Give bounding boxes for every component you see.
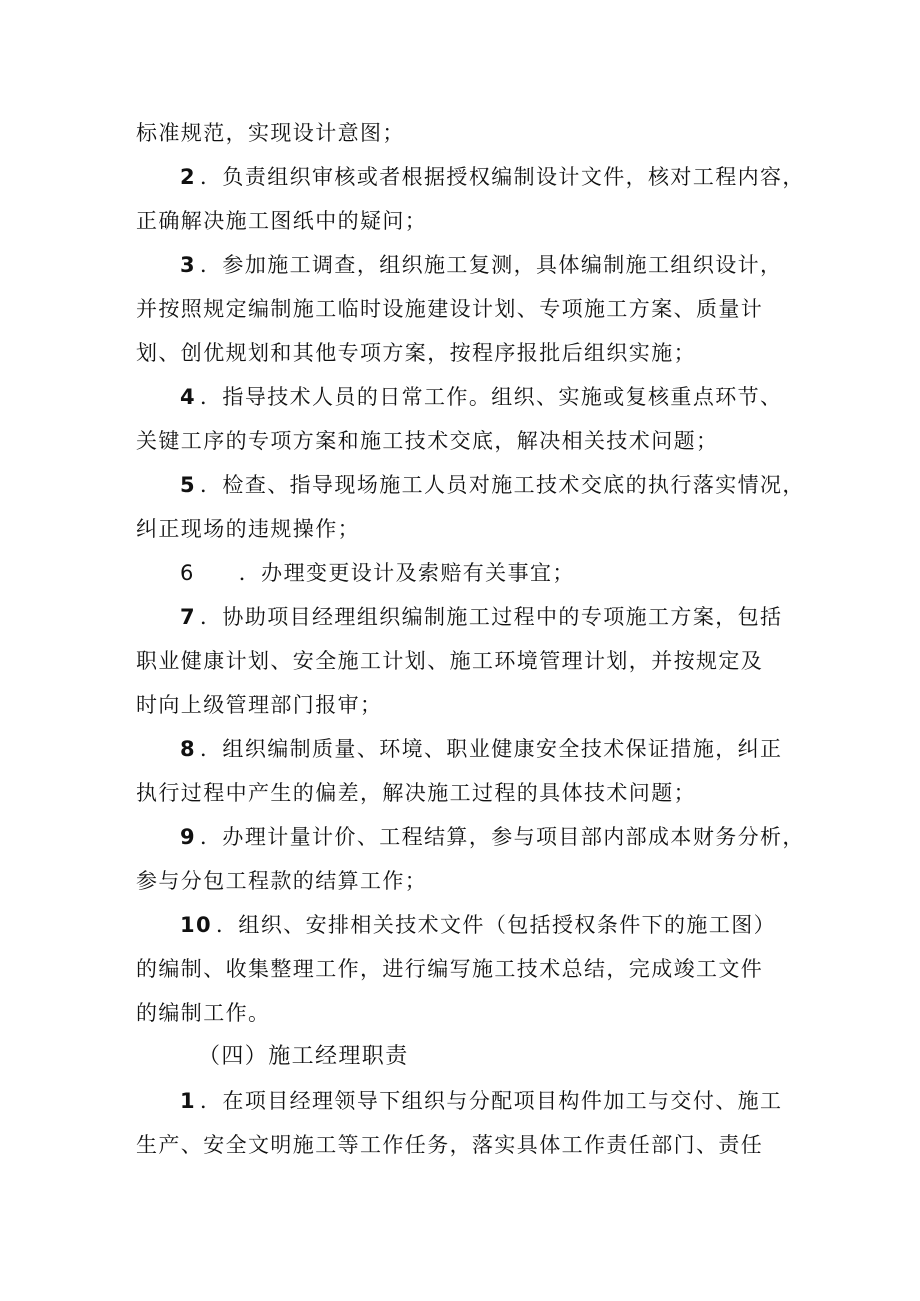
text-line xyxy=(136,514,796,544)
line-text: 执行过程中产生的偏差，解决施工过程的具体技术问题； xyxy=(136,781,696,805)
list-item-7 xyxy=(180,602,840,632)
line-text: ．在项目经理领导下组织与分配项目构件加工与交付、施工 xyxy=(200,1089,783,1113)
line-text: ．负责组织审核或者根据授权编制设计文件，核对工程内容， xyxy=(200,165,805,189)
list-item-3 xyxy=(180,250,840,280)
line-text: 并按照规定编制施工临时设施建设计划、专项施工方案、质量计 xyxy=(136,297,764,321)
line-text: ．组织编制质量、环境、职业健康安全技术保证措施，纠正 xyxy=(200,737,783,761)
list-item-5 xyxy=(180,470,840,500)
line-text: 正确解决施工图纸中的疑问； xyxy=(136,209,428,233)
text-line xyxy=(136,118,796,148)
line-text: 参与分包工程款的结算工作； xyxy=(136,869,428,893)
item-number: 8 xyxy=(180,737,197,761)
text-line xyxy=(136,998,796,1028)
line-text: 关键工序的专项方案和施工技术交底，解决相关技术问题； xyxy=(136,429,719,453)
item-number: 3 xyxy=(180,253,197,277)
line-text: 标准规范，实现设计意图； xyxy=(136,121,405,145)
text-line xyxy=(136,690,796,720)
line-text: ．指导技术人员的日常工作。组织、实施或复核重点环节、 xyxy=(200,385,783,409)
line-text: ．检查、指导现场施工人员对施工技术交底的执行落实情况， xyxy=(200,473,805,497)
text-line xyxy=(136,338,796,368)
text-line xyxy=(136,954,796,984)
list-item-6 xyxy=(180,558,840,588)
item-number: 6 xyxy=(180,561,195,585)
line-text: 纠正现场的违规操作； xyxy=(136,517,360,541)
text-line xyxy=(136,206,796,236)
text-line xyxy=(136,866,796,896)
section-heading: （四）施工经理职责 xyxy=(198,1044,409,1069)
line-text: ．办理计量计价、工程结算，参与项目部内部成本财务分析， xyxy=(200,825,805,849)
text-line xyxy=(136,1130,796,1160)
list-item-2 xyxy=(180,162,840,192)
line-text: 生产、安全文明施工等工作任务，落实具体工作责任部门、责任 xyxy=(136,1133,764,1157)
line-text: 的编制、收集整理工作，进行编写施工技术总结，完成竣工文件 xyxy=(136,957,764,981)
item-number: 1 xyxy=(180,1089,197,1113)
line-text: ．参加施工调查，组织施工复测，具体编制施工组织设计， xyxy=(200,253,783,277)
line-text: 的编制工作。 xyxy=(136,1001,271,1025)
text-line xyxy=(136,294,796,324)
text-line xyxy=(136,426,796,456)
item-number: 10 xyxy=(180,913,213,937)
list-item-10 xyxy=(180,910,840,940)
text-line xyxy=(136,646,796,676)
line-text: ．组织、安排相关技术文件（包括授权条件下的施工图） xyxy=(216,913,777,937)
item-number: 7 xyxy=(180,605,197,629)
line-text: 职业健康计划、安全施工计划、施工环境管理计划，并按规定及 xyxy=(136,649,764,673)
line-text: ．协助项目经理组织编制施工过程中的专项施工方案，包括 xyxy=(200,605,783,629)
item-number: 2 xyxy=(180,165,197,189)
list-item-1 xyxy=(180,1086,840,1116)
item-number: 9 xyxy=(180,825,197,849)
list-item-4 xyxy=(180,382,840,412)
line-text: 划、创优规划和其他专项方案，按程序报批后组织实施； xyxy=(136,341,696,365)
line-text: 时向上级管理部门报审； xyxy=(136,693,383,717)
line-text: ．办理变更设计及索赔有关事宜； xyxy=(238,561,575,585)
item-number: 4 xyxy=(180,385,197,409)
item-number: 5 xyxy=(180,473,197,497)
list-item-9 xyxy=(180,822,840,852)
list-item-8 xyxy=(180,734,840,764)
text-line xyxy=(136,778,796,808)
